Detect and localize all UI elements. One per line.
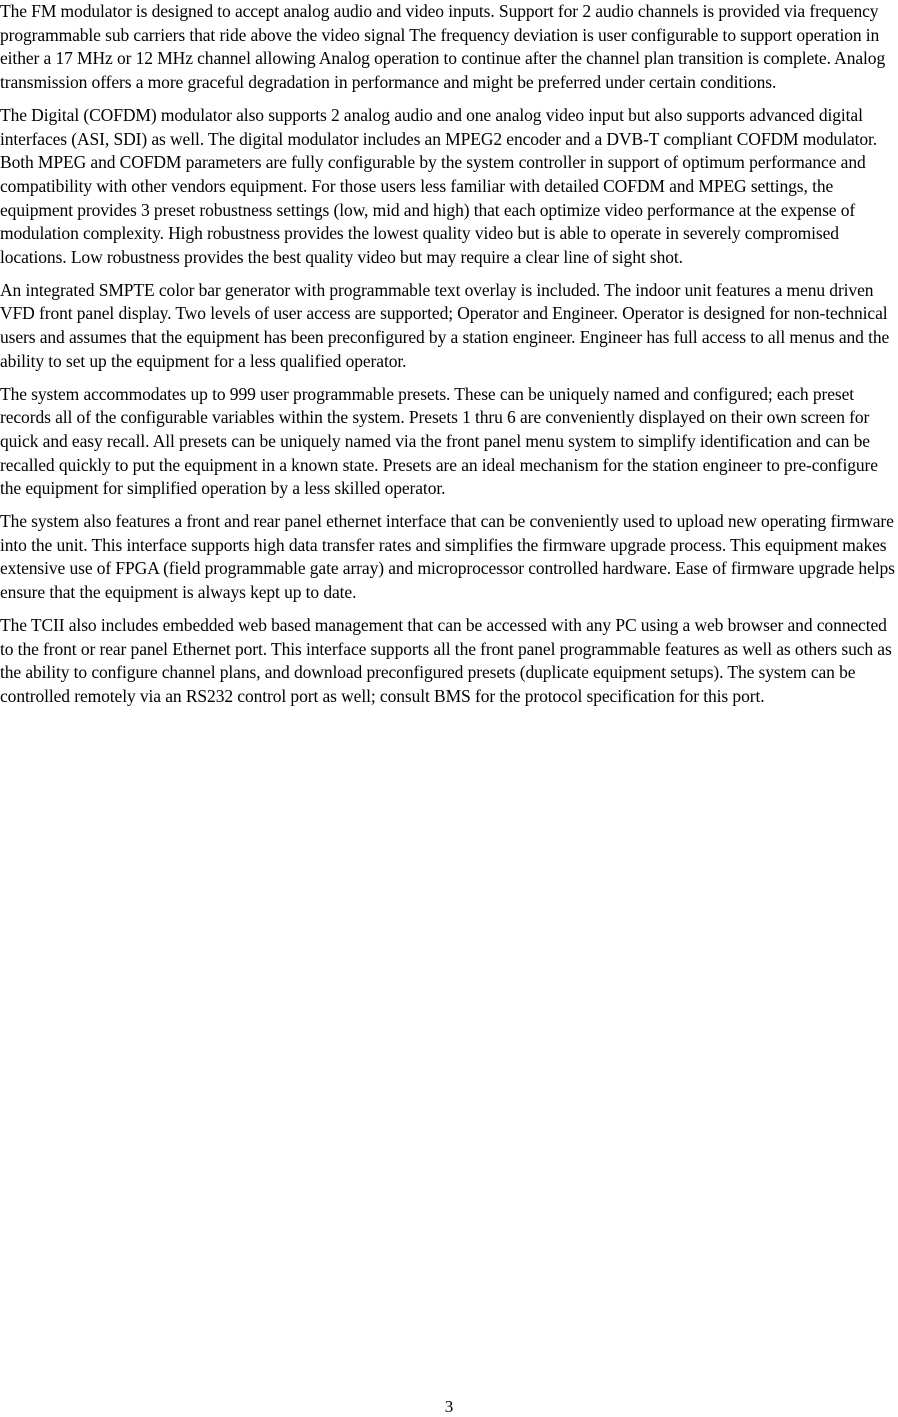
paragraph-fm-modulator: The FM modulator is designed to accept analog audio and video inputs. Support for 2 audio channels is provided via frequency programmable sub carriers that ride above the video signal The frequency deviation is user configurable to support operation in either a 17 MHz or 12 MHz channel allowing Analog operation to continue after the channel plan transition is complete. Analog transmission offers a more graceful degradation in performance and might be preferred under certain conditions. [0, 1, 886, 93]
paragraph-ethernet-firmware: The system also features a front and rear panel ethernet interface that can be conveniently used to upload new operating firmware into the unit. This interface supports high data transfer rates and simplifies the firmware upgrade process. This equipment makes extensive use of FPGA (field programmable gate array) and microprocessor controlled hardware. Ease of firmware upgrade helps ensure that the equipment is always kept up to date. [0, 511, 895, 603]
page-number: 3 [444, 1397, 454, 1416]
paragraph-web-management: The TCII also includes embedded web based management that can be accessed with any PC using a web browser and connected to the front or rear panel Ethernet port. This interface supports all the front panel programmable features as well as others such as the ability to configure channel plans, and download preconfigured presets (duplicate equipment setups). The system can be controlled remotely via an RS232 control port as well; consult BMS for the protocol specification for this port. [0, 614, 892, 706]
paragraph-color-bar-generator: An integrated SMPTE color bar generator with programmable text overlay is included. The indoor unit features a menu driven VFD front panel display. Two levels of user access are supported; Operator and Engineer. Operator is designed for non-technical users and assumes that the equipment has been preconfigured by a station engineer. Engineer has full access to all menus and the ability to set up the equipment for a less qualified operator. [0, 279, 890, 371]
paragraph-presets: The system accommodates up to 999 user programmable presets. These can be uniquely named and configured; each preset records all of the configurable variables within the system. Presets 1 thru 6 are conveniently displayed on their own screen for quick and easy recall. All presets can be uniquely named via the front panel menu system to simplify identification and can be recalled quickly to put the equipment in a known state. Presets are an ideal mechanism for the station engineer to pre-configure the equipment for simplified operation by a less skilled operator. [0, 383, 878, 499]
paragraph-digital-modulator: The Digital (COFDM) modulator also supports 2 analog audio and one analog video input but also supports advanced digital interfaces (ASI, SDI) as well. The digital modulator includes an MPEG2 encoder and a DVB-T compliant COFDM modulator. Both MPEG and COFDM parameters are fully configurable by the system controller in support of optimum performance and compatibility with other vendors equipment. For those users less familiar with detailed COFDM and MPEG settings, the equipment provides 3 preset robustness settings (low, mid and high) that each optimize video performance at the expense of modulation complexity. High robustness provides the lowest quality video but is able to operate in severely compromised locations. Low robustness provides the best quality video but may require a clear line of sight shot. [0, 104, 878, 268]
